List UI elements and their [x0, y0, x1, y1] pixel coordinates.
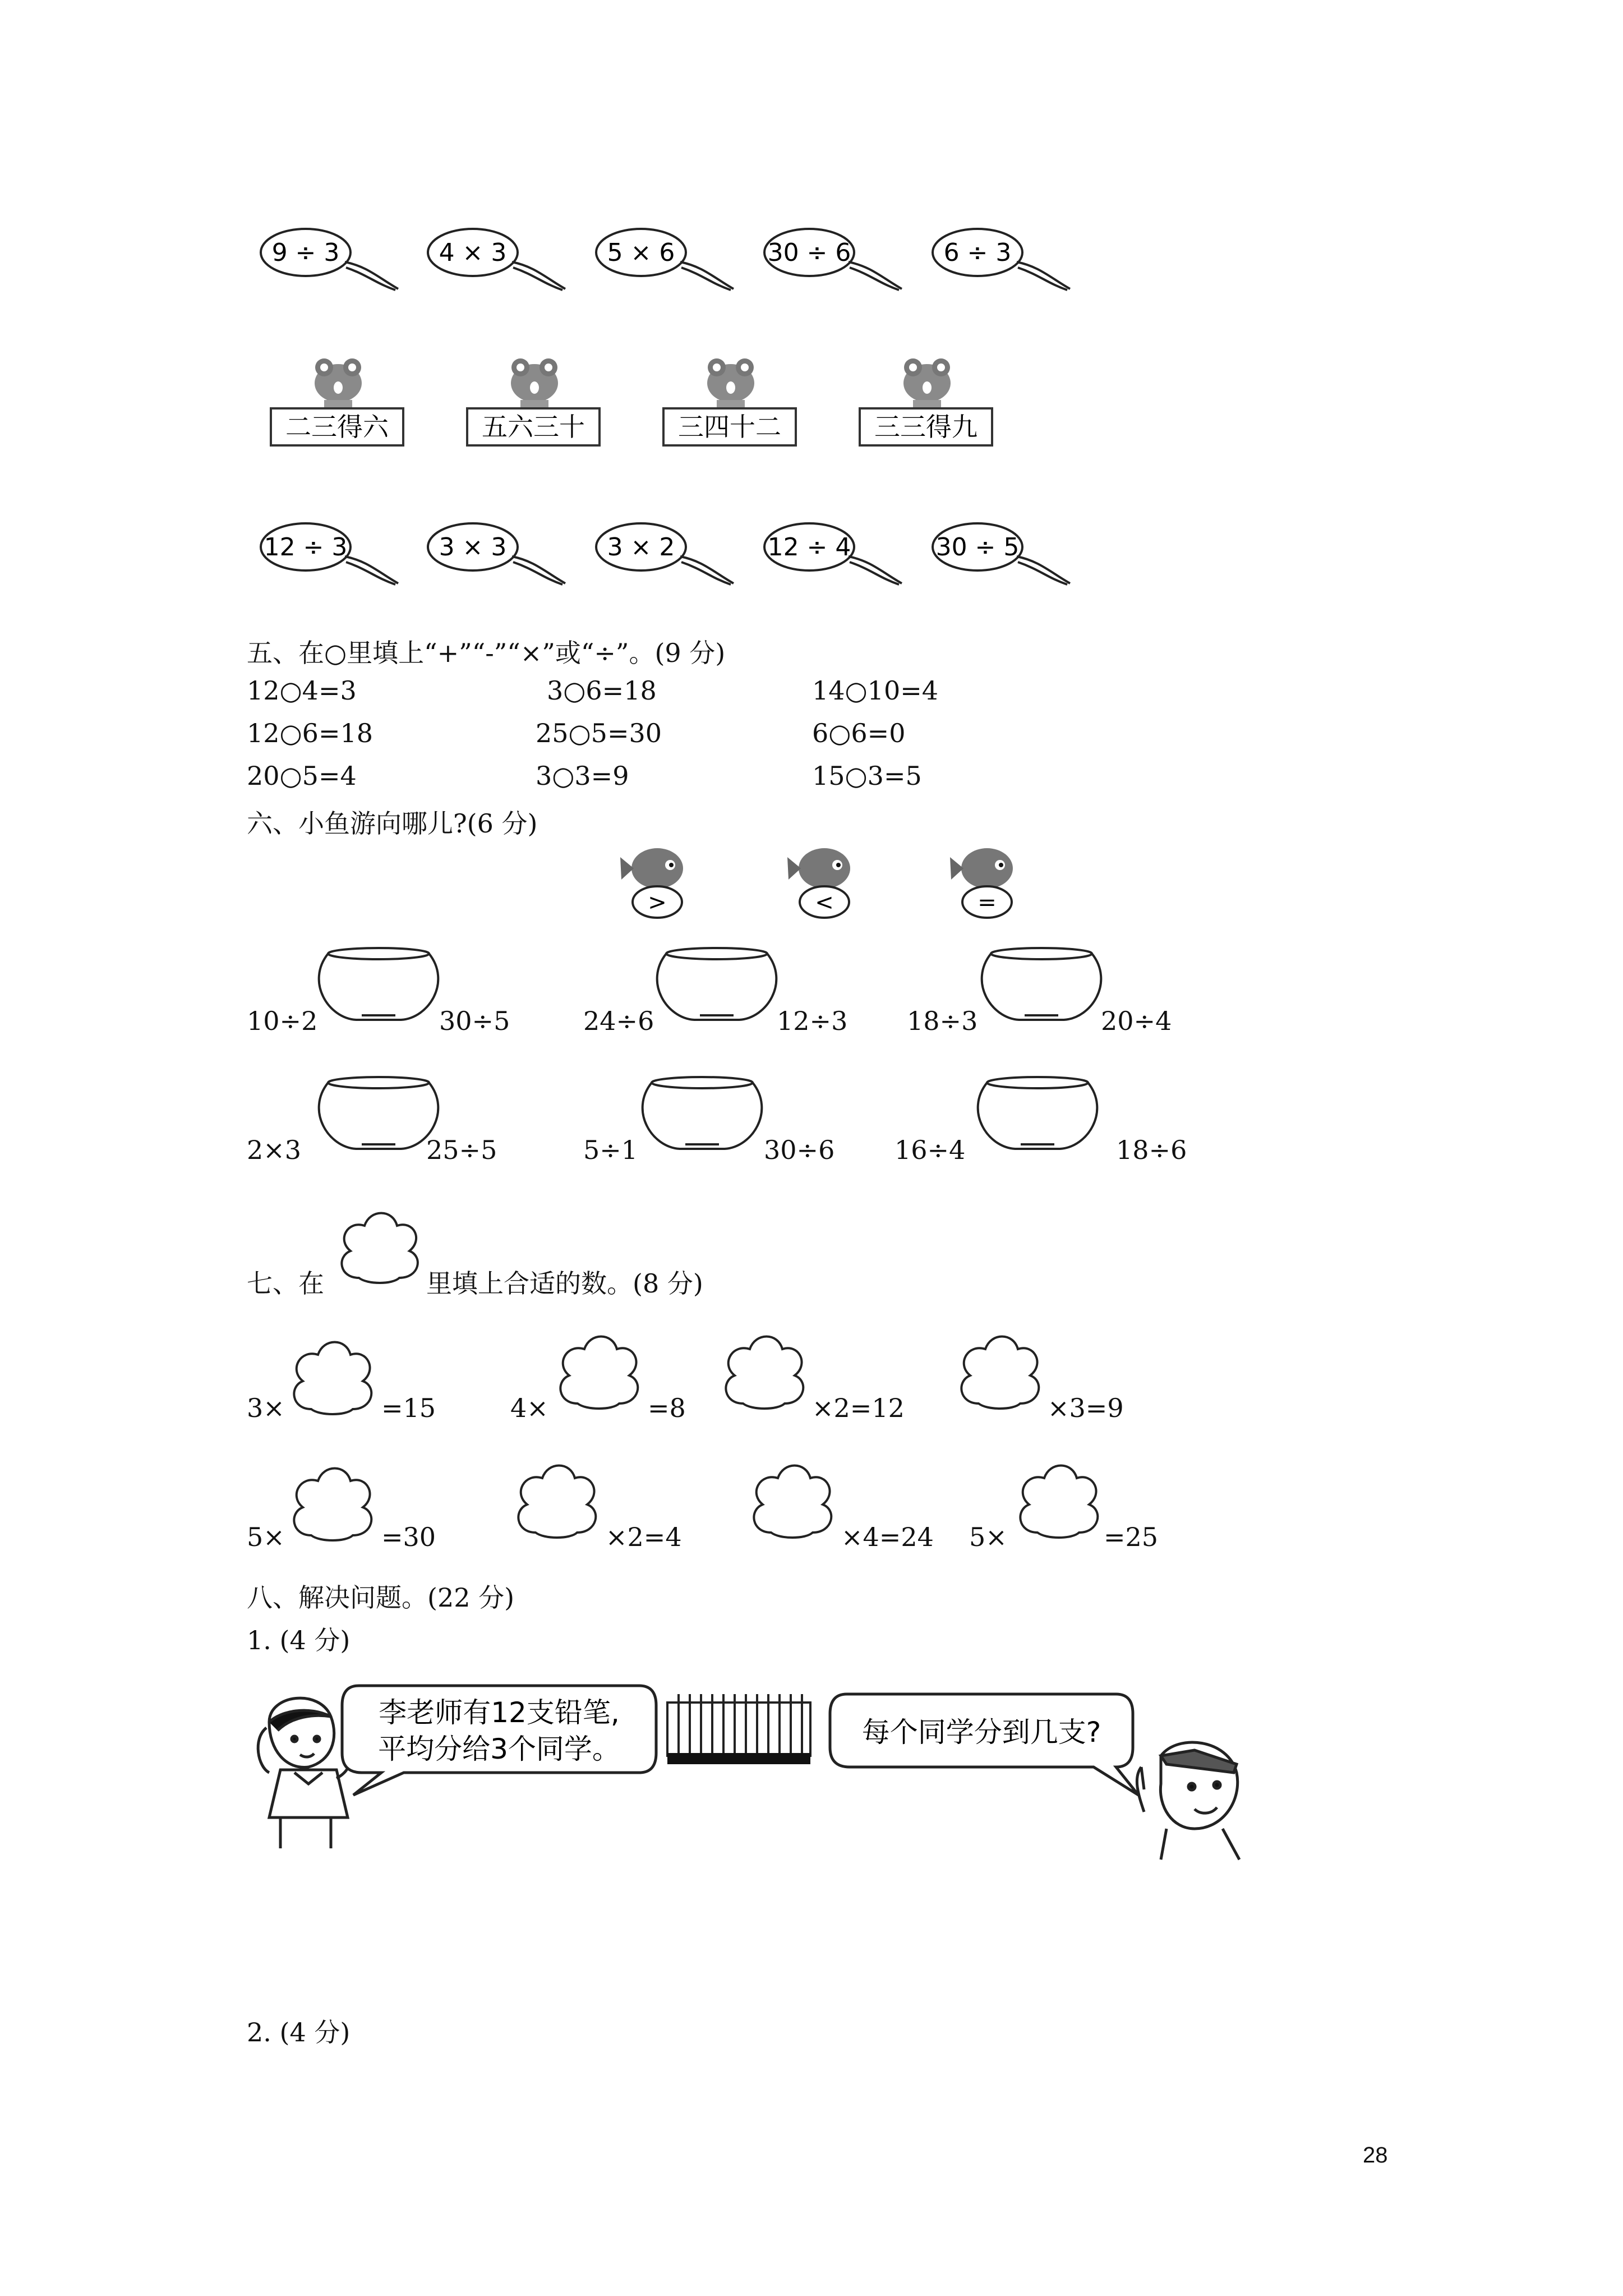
boy-icon — [1137, 1742, 1239, 1860]
fishbowl[interactable] — [655, 948, 778, 1027]
s5-item: 14○10=4 — [812, 675, 939, 706]
page-number: 28 — [1363, 2143, 1388, 2168]
flower-prefix: 5× — [969, 1522, 1007, 1552]
tadpole-expr: 9 ÷ 3 — [271, 238, 340, 267]
tadpole-10 — [933, 516, 1084, 589]
fishbowl[interactable] — [980, 948, 1103, 1027]
frog-rhyme: 二三得六 — [285, 412, 389, 442]
flower-blank[interactable] — [749, 1464, 836, 1540]
flower-prefix: 5× — [247, 1522, 285, 1552]
bowl-right-expr: 30÷6 — [764, 1135, 835, 1165]
bowl-left-expr: 16÷4 — [895, 1135, 966, 1165]
bubble-question: 每个同学分到几支? — [861, 1716, 1101, 1749]
tadpole-7 — [428, 516, 579, 589]
flower-suffix: =30 — [381, 1522, 436, 1552]
frog-card-2 — [464, 351, 605, 452]
fish-greater — [617, 841, 701, 926]
bubble-line-1: 李老师有12支铅笔, — [379, 1696, 620, 1729]
tadpole-9 — [764, 516, 916, 589]
bowl-left-expr: 10÷2 — [247, 1006, 318, 1036]
flower-blank[interactable] — [513, 1464, 600, 1540]
fishbowl[interactable] — [976, 1077, 1099, 1156]
fish-icon — [620, 848, 683, 889]
s5-item: 3○3=9 — [536, 761, 629, 791]
flower-blank[interactable] — [289, 1467, 376, 1543]
fishbowl[interactable] — [317, 1077, 440, 1156]
tadpole-8 — [596, 516, 748, 589]
boy-illustration — [1127, 1733, 1256, 1862]
bowl-right-expr: 30÷5 — [439, 1006, 510, 1036]
pencils-icon — [667, 1688, 813, 1767]
s5-item: 12○4=3 — [247, 675, 357, 706]
flower-suffix: ×2=4 — [606, 1522, 682, 1552]
tadpole-expr: 5 × 6 — [607, 238, 675, 267]
bowl-right-expr: 20÷4 — [1101, 1006, 1172, 1036]
tadpole-expr: 12 ÷ 4 — [767, 533, 851, 562]
tadpole-expr: 30 ÷ 6 — [767, 238, 851, 267]
bowl-right-expr: 18÷6 — [1116, 1135, 1187, 1165]
speech-bubble-left — [336, 1674, 662, 1787]
frog-icon — [707, 358, 754, 408]
flower-blank[interactable] — [721, 1335, 808, 1411]
tadpole-expr: 30 ÷ 5 — [935, 533, 1020, 562]
tadpole-3 — [596, 222, 748, 295]
tadpole-1 — [261, 222, 412, 295]
flower-icon — [336, 1212, 421, 1285]
tadpole-expr: 4 × 3 — [439, 238, 507, 267]
fish-equal — [947, 841, 1031, 926]
flower-suffix: =8 — [648, 1393, 686, 1423]
frog-icon — [315, 358, 362, 408]
flower-prefix: 4× — [510, 1393, 548, 1423]
flower-prefix: 3× — [247, 1393, 285, 1423]
bowl-right-expr: 12÷3 — [777, 1006, 848, 1036]
question-1-label: 1. (4 分) — [247, 1625, 351, 1655]
bowl-left-expr: 5÷1 — [583, 1135, 638, 1165]
frog-icon — [511, 358, 558, 408]
s5-item: 25○5=30 — [536, 718, 662, 748]
flower-blank[interactable] — [289, 1341, 376, 1416]
bowl-left-expr: 2×3 — [247, 1135, 302, 1165]
frog-icon — [903, 358, 951, 408]
section-8-title: 八、解决问题。(22 分) — [247, 1582, 515, 1613]
fish-less — [784, 841, 868, 926]
frog-rhyme: 五六三十 — [482, 412, 585, 442]
speech-bubble-right — [824, 1688, 1138, 1801]
s5-item: 6○6=0 — [812, 718, 906, 748]
fish-symbol: > — [648, 890, 667, 915]
fish-icon — [787, 848, 850, 889]
section-7-title-suffix: 里填上合适的数。(8 分) — [426, 1268, 703, 1299]
tadpole-2 — [428, 222, 579, 295]
bowl-left-expr: 24÷6 — [583, 1006, 654, 1036]
question-2-label: 2. (4 分) — [247, 2017, 351, 2047]
flower-blank[interactable] — [1015, 1464, 1102, 1540]
s5-item: 12○6=18 — [247, 718, 374, 748]
frog-rhyme: 三三得九 — [874, 412, 978, 442]
fishbowl[interactable] — [640, 1077, 764, 1156]
s5-item: 15○3=5 — [812, 761, 922, 791]
flower-suffix: =25 — [1104, 1522, 1159, 1552]
tadpole-6 — [261, 516, 412, 589]
tadpole-expr: 3 × 2 — [607, 533, 675, 562]
fish-icon — [950, 848, 1013, 889]
fish-symbol: = — [978, 890, 997, 915]
frog-card-3 — [661, 351, 801, 452]
bubble-line-2: 平均分给3个同学。 — [378, 1733, 620, 1765]
flower-suffix: ×3=9 — [1048, 1393, 1124, 1423]
bowl-left-expr: 18÷3 — [907, 1006, 978, 1036]
section-7-title-prefix: 七、在 — [247, 1268, 324, 1299]
frog-rhyme: 三四十二 — [678, 412, 781, 442]
tadpole-5 — [933, 222, 1084, 295]
s5-item: 3○6=18 — [547, 675, 657, 706]
bowl-right-expr: 25÷5 — [426, 1135, 497, 1165]
s5-item: 20○5=4 — [247, 761, 357, 791]
tadpole-4 — [764, 222, 916, 295]
section-6-title: 六、小鱼游向哪儿?(6 分) — [247, 808, 538, 839]
fishbowl[interactable] — [317, 948, 440, 1027]
tadpole-expr: 12 ÷ 3 — [264, 533, 348, 562]
flower-suffix: ×4=24 — [841, 1522, 934, 1552]
frog-card-4 — [857, 351, 997, 452]
tadpole-expr: 3 × 3 — [439, 533, 507, 562]
fish-symbol: < — [815, 890, 834, 915]
flower-suffix: =15 — [381, 1393, 436, 1423]
flower-blank[interactable] — [555, 1335, 642, 1411]
flower-suffix: ×2=12 — [812, 1393, 905, 1423]
tadpole-expr: 6 ÷ 3 — [943, 238, 1012, 267]
section-5-title: 五、在○里填上“+”“-”“×”或“÷”。(9 分) — [247, 638, 726, 668]
frog-card-1 — [268, 351, 408, 452]
flower-blank[interactable] — [956, 1335, 1043, 1411]
